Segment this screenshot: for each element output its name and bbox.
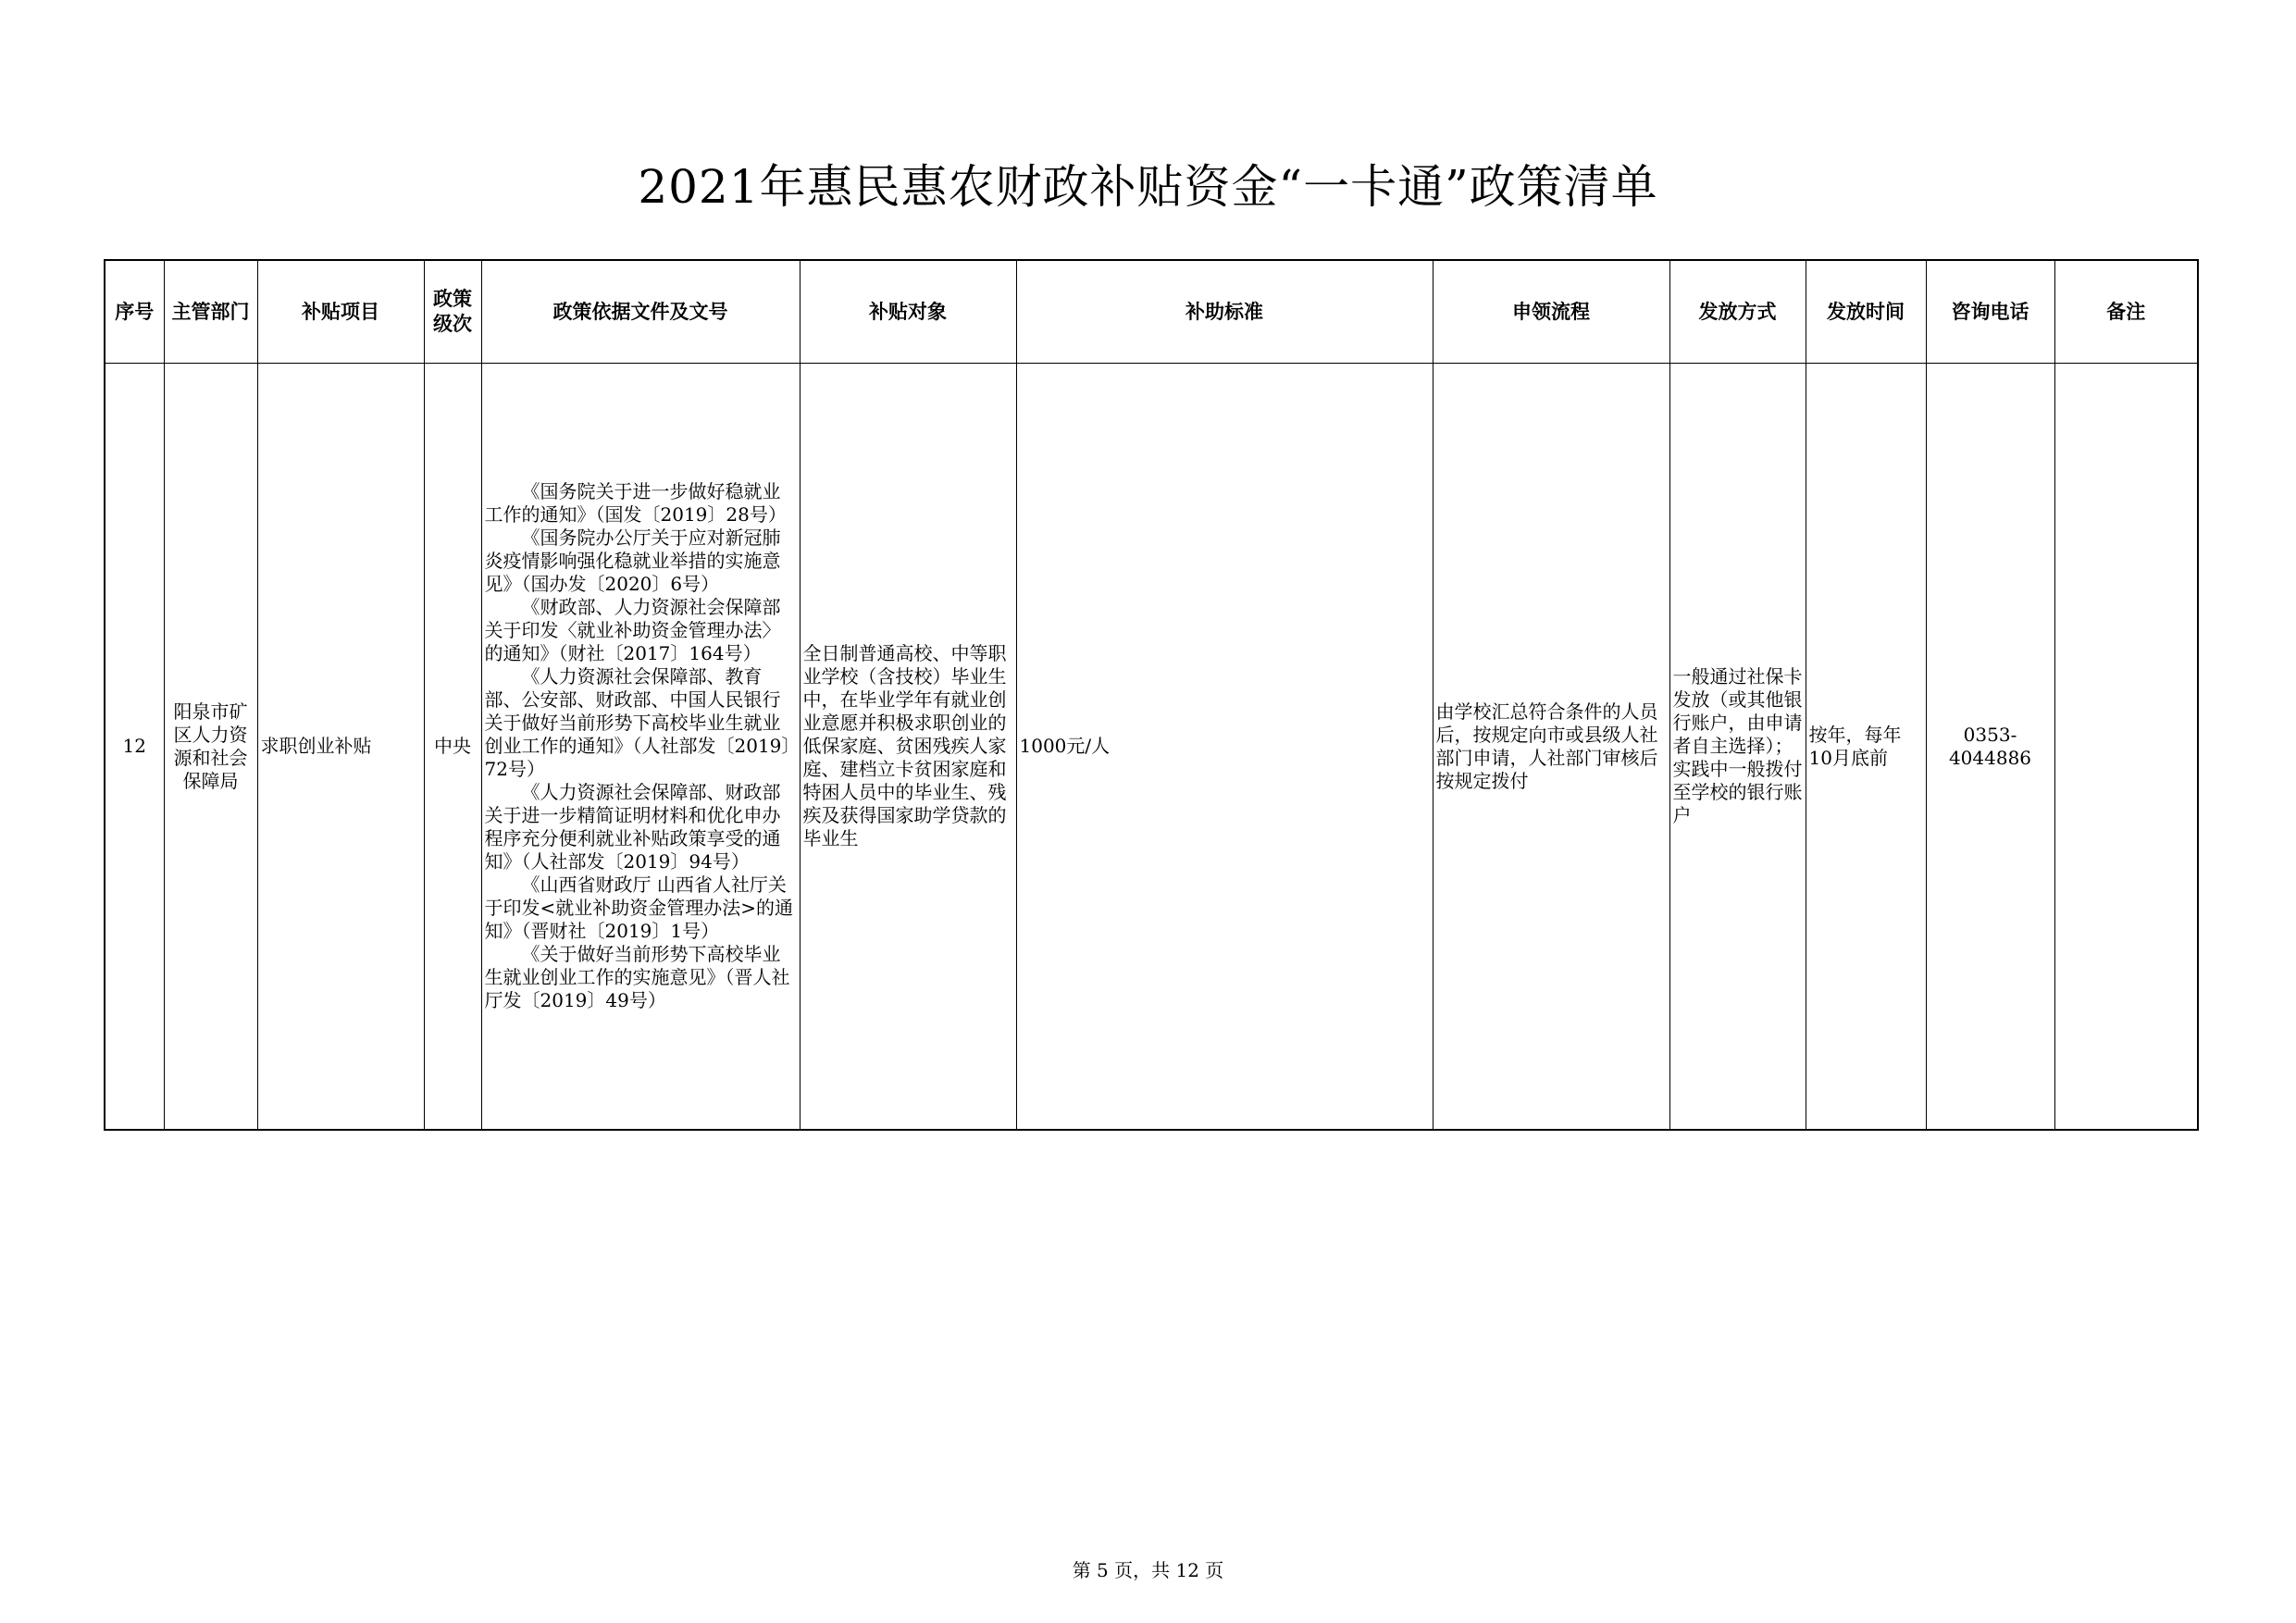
- cell-standard: 1000元/人: [1016, 364, 1433, 1131]
- header-time: 发放时间: [1806, 260, 1926, 364]
- page-title: 2021年惠民惠农财政补贴资金“一卡通”政策清单: [638, 160, 1658, 214]
- table-row: [105, 364, 2198, 1131]
- header-process: 申领流程: [1433, 260, 1669, 364]
- cell-dept: 阳泉市矿区人力资源和社会保障局: [164, 364, 257, 1131]
- cell-level: 中央: [424, 364, 481, 1131]
- basis-doc: 《人力资源社会保障部、教育部、公安部、财政部、中国人民银行关于做好当前形势下高校毕业生就业创业工作的通知》（人社部发〔2019〕72号）: [484, 665, 791, 780]
- cell-phone: 0353-4044886: [1926, 364, 2054, 1131]
- cell-basis: [481, 364, 800, 1131]
- header-item: 补贴项目: [257, 260, 424, 364]
- header-target: 补贴对象: [800, 260, 1016, 364]
- basis-doc: 《关于做好当前形势下高校毕业生就业创业工作的实施意见》（晋人社厅发〔2019〕49号）: [484, 943, 790, 1011]
- cell-target: 全日制普通高校、中等职业学校（含技校）毕业生中，在毕业学年有就业创业意愿并积极求职创业的低保家庭、贫困残疾人家庭、建档立卡贫困家庭和特困人员中的毕业生、残疾及获得国家助学贷款的毕业生: [800, 364, 1016, 1131]
- cell-seq: 12: [105, 364, 164, 1131]
- basis-doc: 《人力资源社会保障部、财政部关于进一步精简证明材料和优化申办程序充分便利就业补贴政策享受的通知》（人社部发〔2019〕94号）: [484, 781, 781, 873]
- cell-method: 一般通过社保卡发放（或其他银行账户，由申请者自主选择）；实践中一般拨付至学校的银行账户: [1669, 364, 1806, 1131]
- basis-doc: 《国务院办公厅关于应对新冠肺炎疫情影响强化稳就业举措的实施意见》（国办发〔2020〕6号）: [484, 527, 781, 595]
- cell-item: 求职创业补贴: [257, 364, 424, 1131]
- basis-doc: 《山西省财政厅 山西省人社厅关于印发<就业补助资金管理办法>的通知》（晋财社〔2019〕1号）: [484, 873, 794, 942]
- header-standard: 补助标准: [1016, 260, 1433, 364]
- page-footer: 第 5 页，共 12 页: [1072, 1559, 1224, 1581]
- header-method: 发放方式: [1669, 260, 1806, 364]
- cell-remark: [2054, 364, 2198, 1131]
- policy-table: [104, 259, 2199, 1131]
- basis-doc: 《国务院关于进一步做好稳就业工作的通知》（国发〔2019〕28号）: [484, 480, 787, 526]
- header-dept: 主管部门: [164, 260, 257, 364]
- table-header-row: [105, 260, 2198, 364]
- header-phone: 咨询电话: [1926, 260, 2054, 364]
- header-remark: 备注: [2054, 260, 2198, 364]
- header-seq: 序号: [105, 260, 164, 364]
- cell-process: 由学校汇总符合条件的人员后，按规定向市或县级人社部门申请，人社部门审核后按规定拨付: [1433, 364, 1669, 1131]
- cell-time: 按年，每年10月底前: [1806, 364, 1926, 1131]
- header-basis: 政策依据文件及文号: [481, 260, 800, 364]
- basis-doc: 《财政部、人力资源社会保障部关于印发〈就业补助资金管理办法〉的通知》（财社〔2017〕164号）: [484, 596, 781, 664]
- header-level: 政策级次: [424, 260, 481, 364]
